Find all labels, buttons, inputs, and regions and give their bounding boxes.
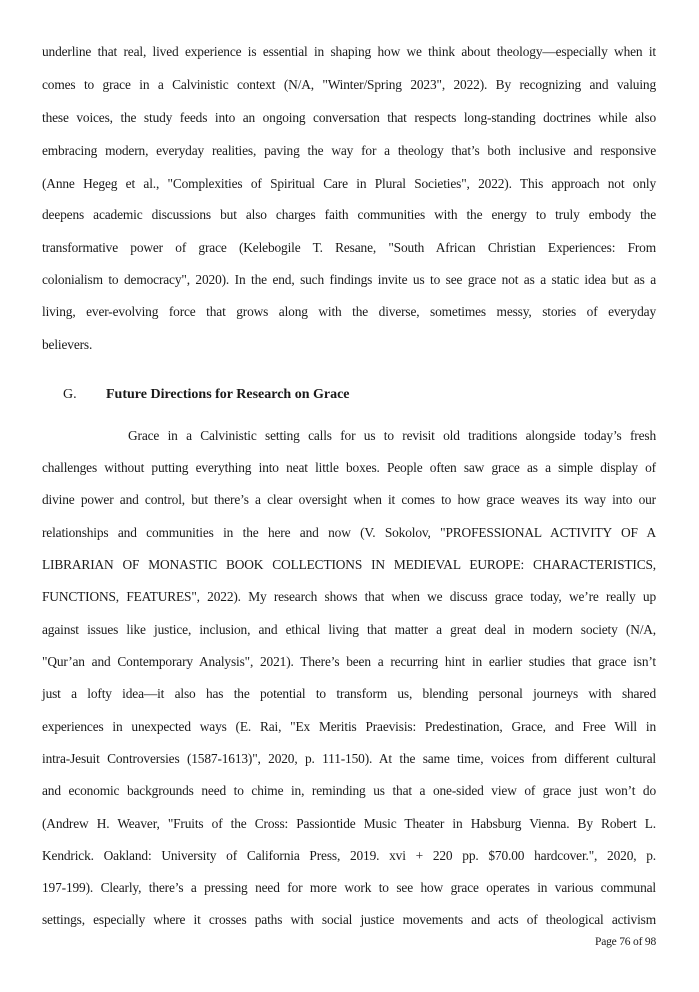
section-heading xyxy=(63,386,350,404)
text-line: (Andrew H. Weaver, "Fruits of the Cross: Passiontide Music Theater in Habsburg Vienna. By Robert L. xyxy=(42,816,656,831)
text-line: divine power and control, but there’s a clear oversight when it comes to how grace weaves its way into our xyxy=(42,492,656,507)
text-line: experiences in unexpected ways (E. Rai, "Ex Meritis Praevisis: Predestination, Grace, and Free Will in xyxy=(42,719,656,734)
text-line: embracing modern, everyday realities, paving the way for a theology that’s both inclusive and responsive xyxy=(42,143,656,158)
text-line: believers. xyxy=(42,337,93,352)
text-line: colonialism to democracy", 2020). In the end, such findings invite us to see grace not as a static idea but as a xyxy=(42,272,656,287)
text-line: challenges without putting everything into neat little boxes. People often saw grace as a simple display of xyxy=(42,460,656,475)
text-line: (Anne Hegeg et al., "Complexities of Spiritual Care in Plural Societies", 2022). This approach not only xyxy=(42,176,656,191)
text-line: comes to grace in a Calvinistic context (N/A, "Winter/Spring 2023", 2022). By recognizing and valuing xyxy=(42,77,656,92)
text-line: relationships and communities in the here and now (V. Sokolov, "PROFESSIONAL ACTIVITY OF A xyxy=(42,525,656,540)
text-line: Grace in a Calvinistic setting calls for us to revisit old traditions alongside today’s fresh xyxy=(128,428,656,443)
text-line: these voices, the study feeds into an ongoing conversation that respects long-standing doctrines while also xyxy=(42,110,656,125)
section-title: Future Directions for Research on Grace xyxy=(106,387,350,402)
text-line: "Qur’an and Contemporary Analysis", 2021). There’s been a recurring hint in earlier studies that grace isn’t xyxy=(42,654,656,669)
text-line: 197-199). Clearly, there’s a pressing need for more work to see how grace operates in various communal xyxy=(42,880,656,895)
text-line: against issues like justice, inclusion, and ethical living that matter a great deal in modern society (N/A, xyxy=(42,622,656,637)
text-line: intra-Jesuit Controversies (1587-1613)", 2020, p. 111-150). At the same time, voices from different cultural xyxy=(42,751,656,766)
section-letter: G. xyxy=(63,387,77,402)
text-line: and economic backgrounds need to chime in, reminding us that a one-sided view of grace just won’t do xyxy=(42,783,656,798)
text-line: settings, especially where it crosses paths with social justice movements and acts of theological activism xyxy=(42,912,656,927)
page-number: Page 76 of 98 xyxy=(595,936,656,948)
text-line: transformative power of grace (Kelebogile T. Resane, "South African Christian Experiences: From xyxy=(42,240,656,255)
text-line: living, ever-evolving force that grows along with the diverse, sometimes messy, stories of everyday xyxy=(42,304,656,319)
text-line: underline that real, lived experience is essential in shaping how we think about theology—especially when it xyxy=(42,44,656,59)
text-line: just a lofty idea—it also has the potential to transform us, blending personal journeys with shared xyxy=(42,686,656,701)
text-line: deepens academic discussions but also charges faith communities with the energy to truly embody the xyxy=(42,207,656,222)
text-line: FUNCTIONS, FEATURES", 2022). My research shows that when we discuss grace today, we’re really up xyxy=(42,589,656,604)
text-line: Kendrick. Oakland: University of California Press, 2019. xvi + 220 pp. $70.00 hardcover.", 2020, p. xyxy=(42,848,656,863)
text-line: LIBRARIAN OF MONASTIC BOOK COLLECTIONS IN MEDIEVAL EUROPE: CHARACTERISTICS, xyxy=(42,557,656,572)
